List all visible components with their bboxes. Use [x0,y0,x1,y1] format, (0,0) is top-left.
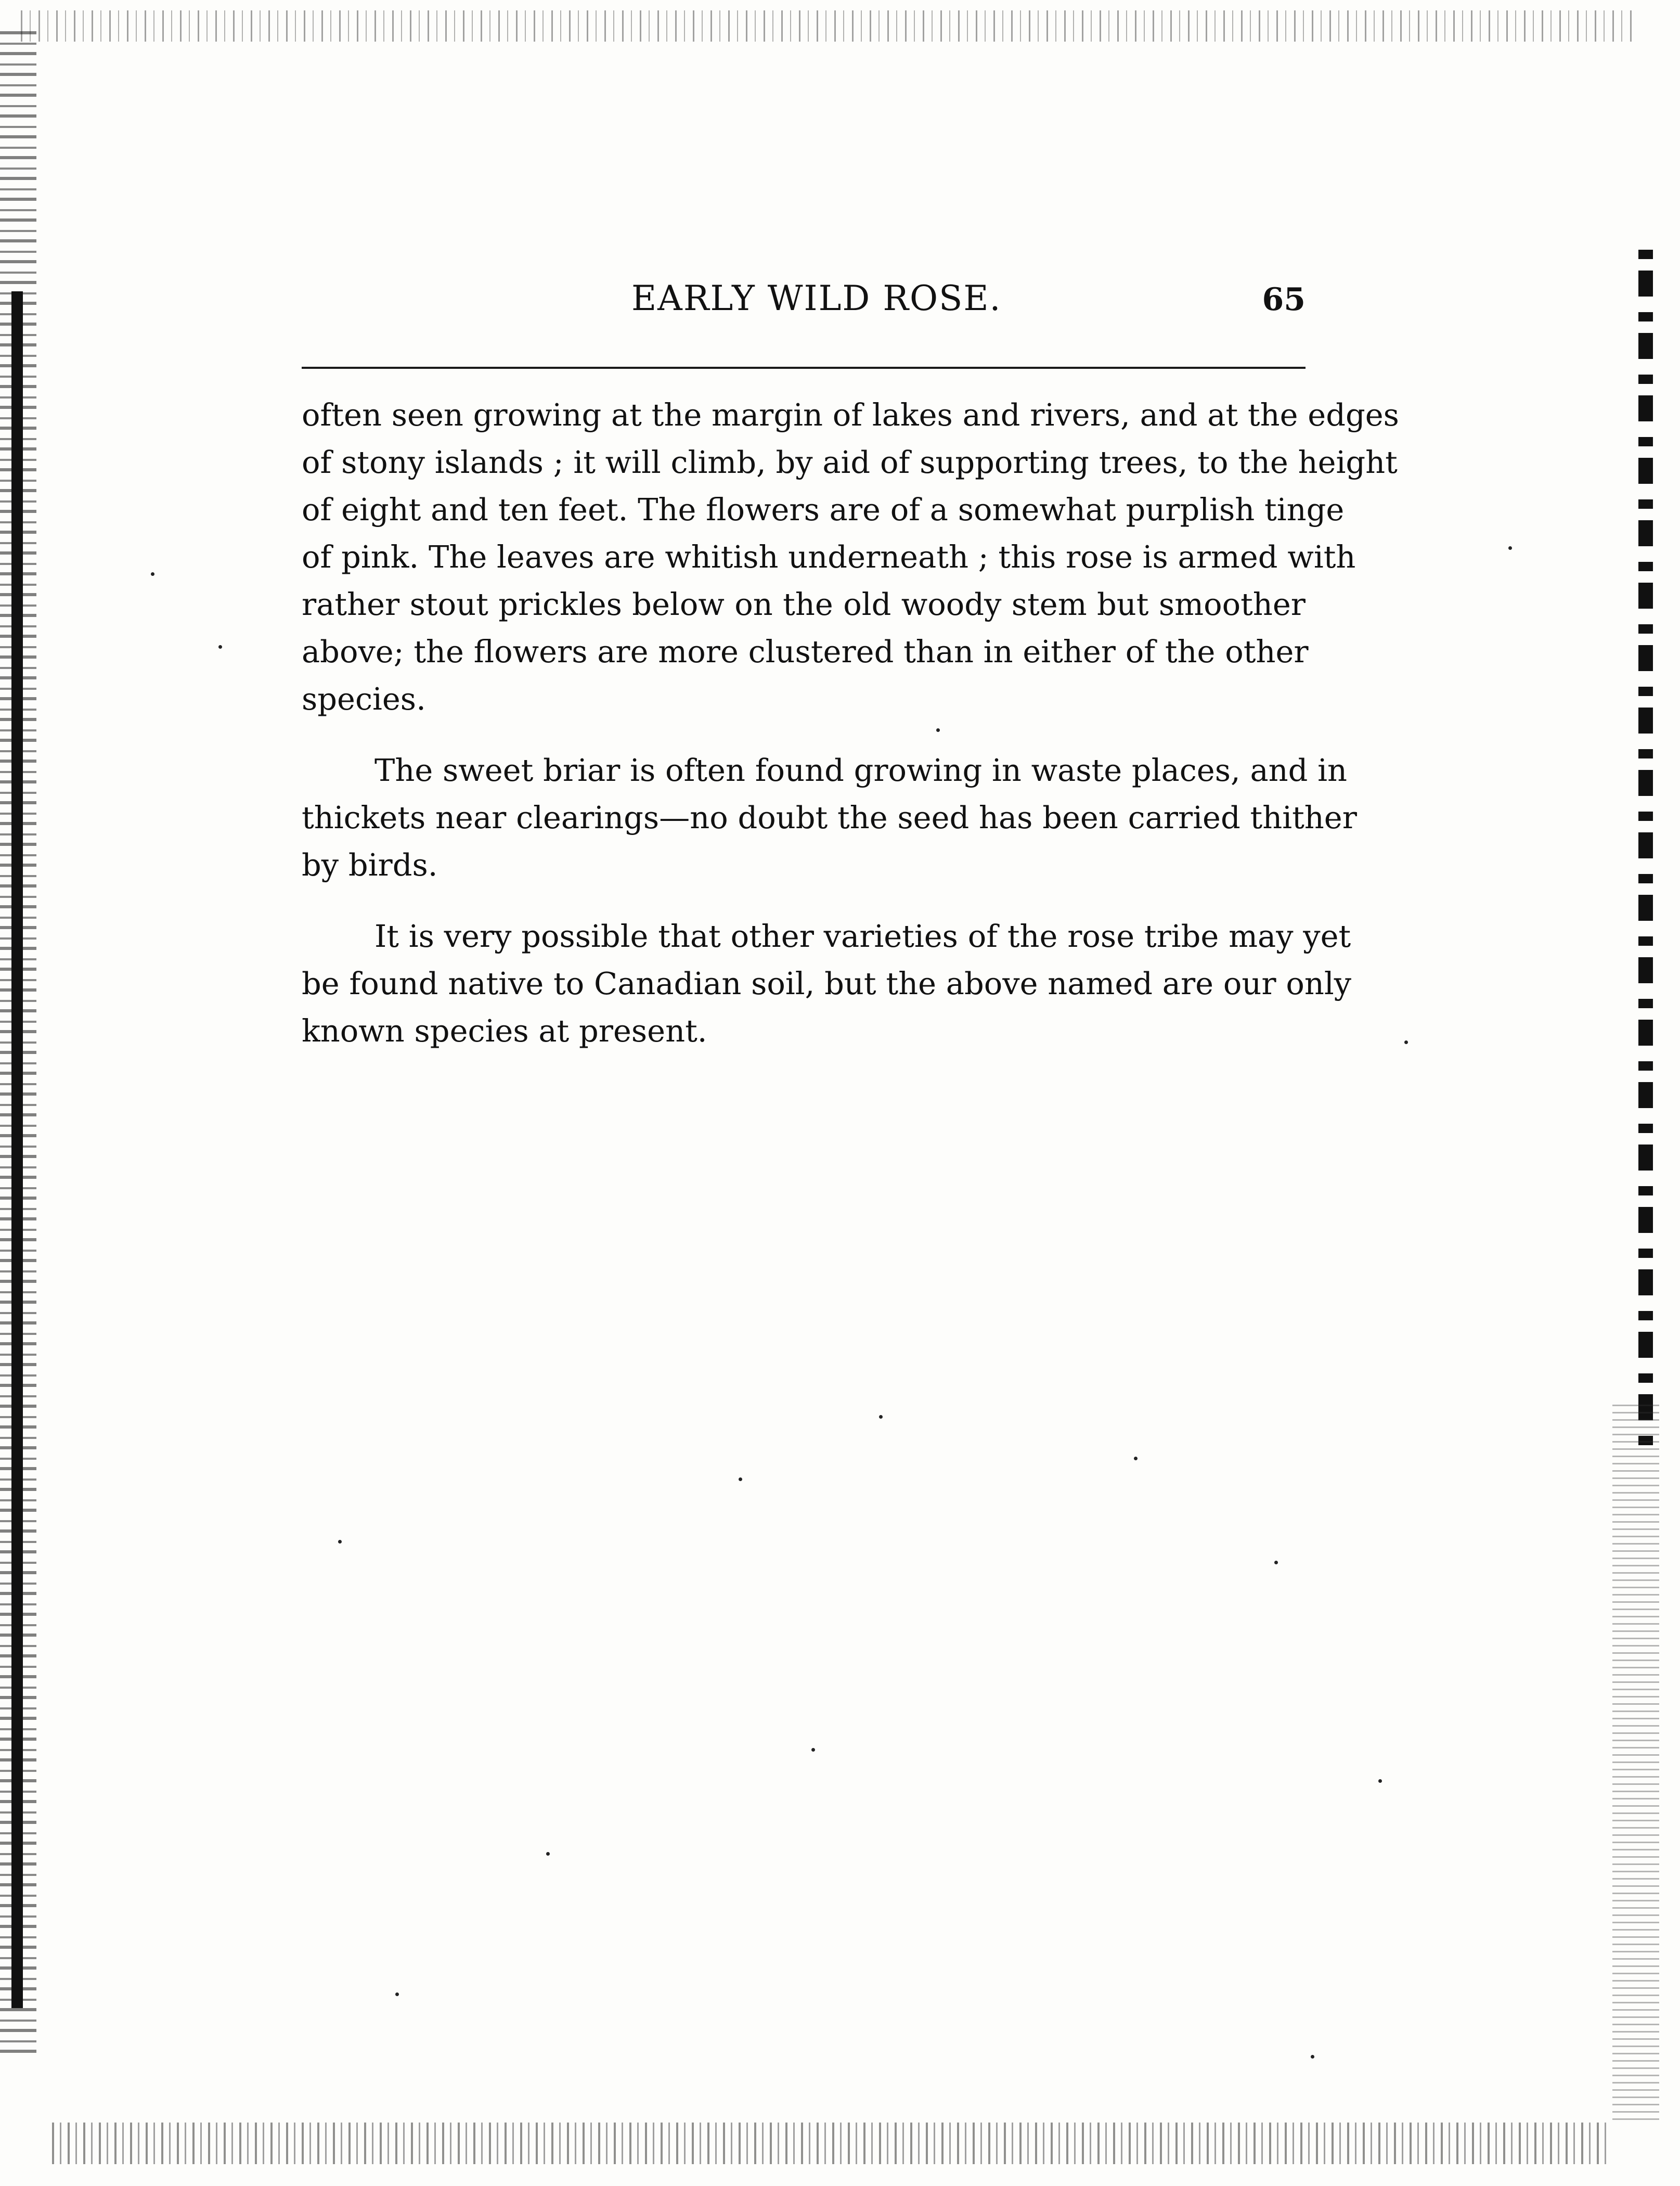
scan-speck [1134,1457,1138,1460]
text-line: The sweet briar is often found growing in waste places, and in [374,752,1348,788]
text-line: by birds. [302,847,438,883]
header-rule [302,367,1306,369]
scan-speck [338,1540,342,1544]
scan-speck [1378,1779,1382,1783]
scan-speck [879,1415,883,1419]
text-line: be found native to Canadian soil, but the above named are our only [302,966,1352,1001]
text-line: of stony islands ; it will climb, by aid of supporting trees, to the height [302,444,1398,480]
scan-binding-shadow [11,291,23,2008]
running-title: EARLY WILD ROSE. [631,278,1002,318]
paragraph [302,912,1352,1055]
scan-speck [1404,1040,1408,1044]
running-head [302,278,1306,325]
text-line: rather stout prickles below on the old woody stem but smoother [302,586,1306,622]
page-number: 65 [1262,281,1306,318]
paragraph [302,747,1357,889]
scan-edge-top [21,10,1638,42]
scan-edge-right-lower [1612,1405,1659,2123]
text-line: It is very possible that other varieties of the rose tribe may yet [374,918,1351,954]
body-text [302,391,1399,1078]
scan-edge-right [1638,250,1653,1446]
text-line: above; the flowers are more clustered than in either of the other [302,634,1309,670]
text-line: thickets near clearings—no doubt the seed has been carried thither [302,800,1357,835]
text-line: known species at present. [302,1013,707,1049]
scan-speck [1508,546,1512,550]
scan-speck [395,1992,399,1996]
text-line: species. [302,681,426,717]
scan-speck [1311,2055,1314,2059]
scan-speck [1274,1561,1278,1564]
scan-speck [151,572,154,576]
scan-speck [739,1477,742,1481]
scan-speck [546,1852,550,1856]
paragraph [302,391,1399,723]
scan-edge-bottom [52,2123,1612,2164]
text-line: of eight and ten feet. The flowers are of a somewhat purplish tinge [302,492,1345,528]
scan-speck [811,1748,815,1752]
text-line: of pink. The leaves are whitish underneath ; this rose is armed with [302,539,1356,575]
text-line: often seen growing at the margin of lakes and rivers, and at the edges [302,397,1399,433]
scan-speck [218,645,222,649]
